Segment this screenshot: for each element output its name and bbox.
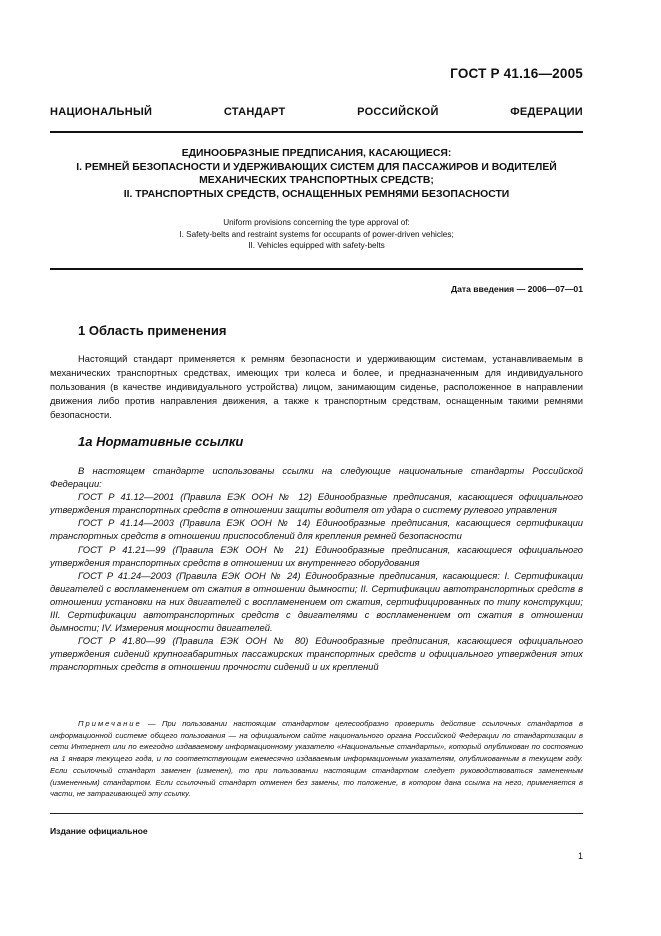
title-divider xyxy=(50,268,583,270)
english-title-line: II. Vehicles equipped with safety-belts xyxy=(248,241,385,251)
english-title-line: Uniform provisions concerning the type approval of: xyxy=(223,218,410,227)
national-standard-heading: НАЦИОНАЛЬНЫЙ СТАНДАРТ РОССИЙСКОЙ ФЕДЕРАЦИИ xyxy=(50,106,583,118)
intro-date: Дата введения — 2006—07—01 xyxy=(450,284,583,294)
title-line: МЕХАНИЧЕСКИХ ТРАНСПОРТНЫХ СРЕДСТВ; xyxy=(199,175,434,187)
english-title-line: I. Safety-belts and restraint systems for occupants of power-driven vehicles; xyxy=(179,229,454,239)
reference-paragraph: ГОСТ Р 41.24—2003 (Правила ЕЭК ООН № 24) Единообразные предписания, касающиеся: I. Сертификации двигателей с воспламенением от сжатия в отношении дымности; II. Сертификации автотранспортных средств в отношении установки на них двигателей с воспламенением от сжатия, сертифицированных по типу конструкции; III. Сертификации автотранспортных средств с двигателями с воспламенением от сжатия в отношении дымности; IV. Измерения мощности двигателей. xyxy=(50,569,583,634)
reference-paragraph: ГОСТ Р 41.80—99 (Правила ЕЭК ООН № 80) Единообразные предписания, касающиеся официального утверждения сидений крупногабаритных пассажирских транспортных средств и официального утверждения этих транспортных средств в отношении прочности сидений и их креплений xyxy=(50,635,583,673)
section-1-paragraph: Настоящий стандарт применяется к ремням безопасности и удерживающим системам, устанавливаемым в механических транспортных средствах, имеющих три колеса и более, и предназначенным для индивидуального пользования (в качестве индивидуального устройства) лицом, занимающим сиденье, расположенное в направлении движения либо против направления движения, а также к транспортным средствам, оснащенным такими ремнями безопасности. xyxy=(50,353,583,420)
edition-label: Издание официальное xyxy=(50,826,148,836)
footer-divider xyxy=(50,813,583,814)
note-text: — При пользовании настоящим стандартом целесообразно проверить действие ссылочных стандартов в информационной системе общего пользования — на официальном сайте национального органа Российской Федерации по стандартизации в сети Интернет или по ежегодно издаваемому информационному указателю «Национальные стандарты», который опубликован по состоянию на 1 января текущего года, и по соответствующим ежемесячно издаваемым информационным указателям, опубликованным в текущем году. Если ссылочный стандарт заменен (изменен), то при пользовании настоящим стандартом следует руководствоваться замененным (измененным) стандартом. Если ссылочный стандарт отменен без замены, то положение, в котором дана ссылка на него, применяется в части, не затрагивающей эту ссылку. xyxy=(50,719,583,799)
section-1a-heading: 1а Нормативные ссылки xyxy=(78,434,244,449)
note-block xyxy=(50,718,583,800)
reference-paragraph: В настоящем стандарте использованы ссылки на следующие национальные стандарты Российской Федерации: xyxy=(50,465,583,490)
document-title xyxy=(30,147,603,201)
reference-paragraph: ГОСТ Р 41.14—2003 (Правила ЕЭК ООН № 14) Единообразные предписания, касающиеся сертификации транспортных средств в отношении приспособлений для крепления ремней безопасности xyxy=(50,517,583,542)
section-1-heading: 1 Область применения xyxy=(78,323,227,338)
english-title xyxy=(30,217,603,252)
normative-references xyxy=(50,464,583,674)
reference-paragraph: ГОСТ Р 41.12—2001 (Правила ЕЭК ООН № 12) Единообразные предписания, касающиеся официального утверждения транспортных средств в отношении защиты водителя от удара о систему рулевого управления xyxy=(50,491,583,516)
top-divider xyxy=(50,131,583,133)
page-number: 1 xyxy=(577,851,583,861)
note-label: Примечание xyxy=(78,719,142,728)
title-line: ЕДИНООБРАЗНЫЕ ПРЕДПИСАНИЯ, КАСАЮЩИЕСЯ: xyxy=(181,148,452,159)
note-paragraph xyxy=(50,718,583,800)
gost-number: ГОСТ Р 41.16—2005 xyxy=(450,66,583,81)
reference-paragraph: ГОСТ Р 41.21—99 (Правила ЕЭК ООН № 21) Единообразные предписания, касающиеся официального утверждения транспортных средств в отношении их внутреннего оборудования xyxy=(50,543,583,568)
section-1-body xyxy=(50,352,583,422)
title-line: II. ТРАНСПОРТНЫХ СРЕДСТВ, ОСНАЩЕННЫХ РЕМНЯМИ БЕЗОПАСНОСТИ xyxy=(123,188,510,200)
title-line: I. РЕМНЕЙ БЕЗОПАСНОСТИ И УДЕРЖИВАЮЩИХ СИСТЕМ ДЛЯ ПАССАЖИРОВ И ВОДИТЕЛЕЙ xyxy=(76,161,557,173)
